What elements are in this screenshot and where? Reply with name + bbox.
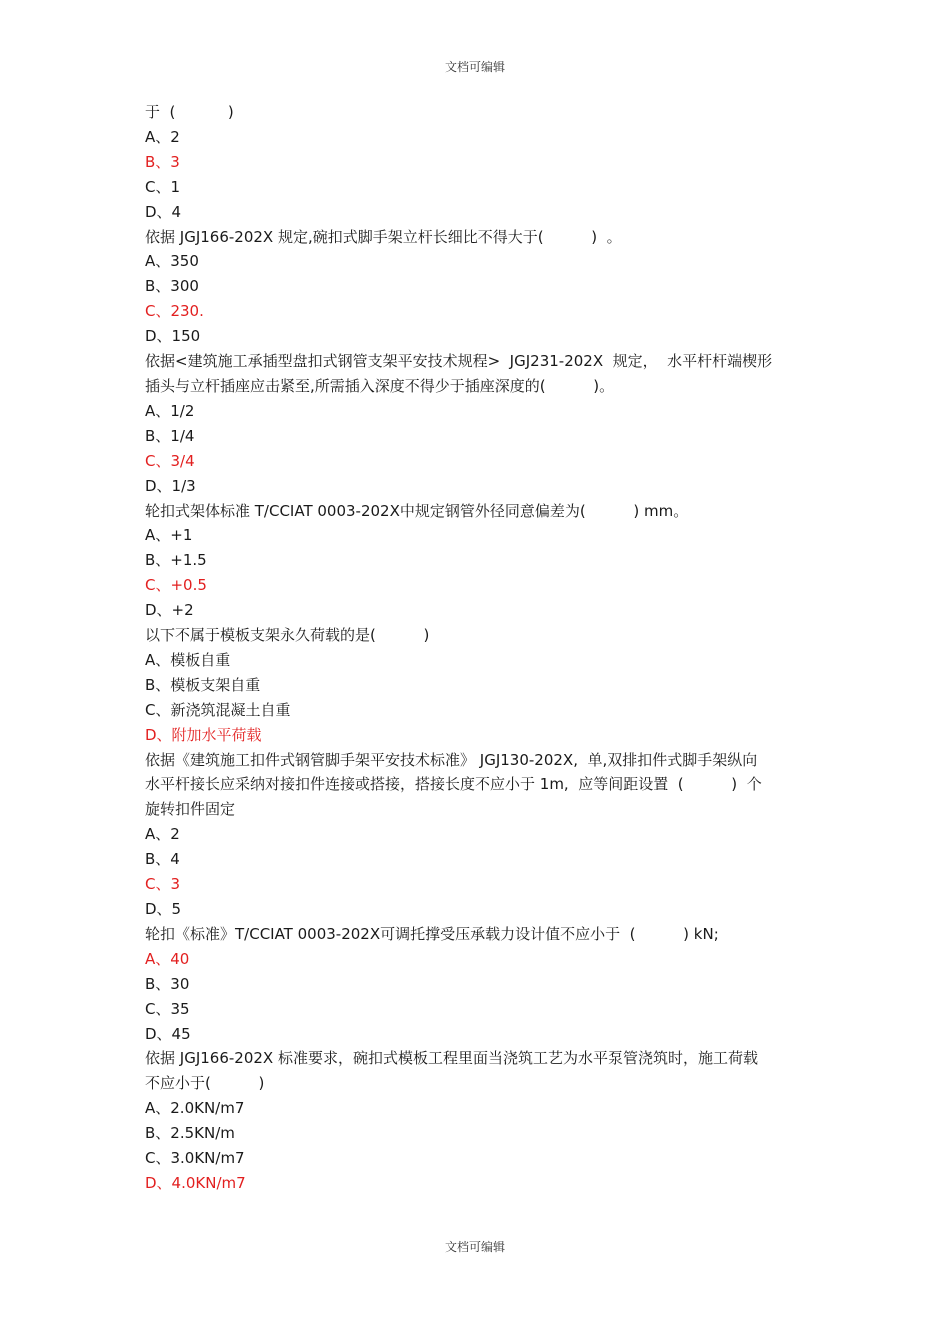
answer-option: B、1/4	[145, 426, 195, 445]
answer-option: B、300	[145, 277, 199, 296]
answer-option: A、2	[145, 825, 180, 844]
question-text-line: 水平杆接长应采纳对接扣件连接或搭接，搭接长度不应小于 1m, 应等间距设置 ( ) 个	[145, 775, 762, 794]
question-text-line: 不应小于( )	[145, 1074, 265, 1093]
answer-option: A、2	[145, 127, 180, 146]
question-list	[145, 100, 810, 1196]
question-text-line: 轮扣式架体标准 T/CCIAT 0003-202X中规定钢管外径同意偏差为( ) mm。	[145, 501, 689, 520]
answer-option: B、+1.5	[145, 551, 207, 570]
answer-option-correct: C、230.	[145, 302, 204, 321]
answer-option: A、2.0KN/m7	[145, 1099, 245, 1118]
answer-option: A、模板自重	[145, 650, 231, 669]
question-text-line: 轮扣《标准》T/CCIAT 0003-202X可调托撑受压承载力设计值不应小于 ( ) kN;	[145, 924, 719, 943]
question-text-line: 旋转扣件固定	[145, 800, 236, 819]
page-header: 文档可编辑	[444, 60, 505, 74]
answer-option: C、35	[145, 999, 190, 1018]
answer-option: A、+1	[145, 526, 193, 545]
answer-option-correct: D、附加水平荷载	[145, 725, 262, 744]
answer-option: A、1/2	[145, 401, 195, 420]
answer-option: D、1/3	[145, 476, 196, 495]
answer-option: D、45	[145, 1024, 191, 1043]
question-text-line: 依据 JGJ166-202X 标准要求，碗扣式模板工程里面当浇筑工艺为水平泵管浇筑时，施工荷载	[145, 1049, 758, 1068]
answer-option: C、1	[145, 177, 181, 196]
answer-option: A、350	[145, 252, 199, 271]
question-text-line: 插头与立杆插座应击紧至,所需插入深度不得少于插座深度的( )。	[145, 376, 615, 395]
answer-option: B、模板支架自重	[145, 675, 261, 694]
question-text-line: 依据 JGJ166-202X 规定,碗扣式脚手架立杆长细比不得大于( ) 。	[145, 227, 622, 246]
question-text-line: 以下不属于模板支架永久荷载的是( )	[145, 626, 430, 645]
answer-option-correct: A、40	[145, 949, 190, 968]
answer-option-correct: D、4.0KN/m7	[145, 1173, 246, 1192]
answer-option: B、2.5KN/m	[145, 1124, 235, 1143]
answer-option: D、+2	[145, 601, 194, 620]
answer-option-correct: C、3	[145, 875, 181, 894]
question-text-line: 依据<建筑施工承插型盘扣式钢管支架平安技术规程> JGJ231-202X 规定， 水平杆杆端楔形	[145, 352, 773, 371]
question-text-line: 依据《建筑施工扣件式钢管脚手架平安技术标准》 JGJ130-202X, 单,双排扣件式脚手架纵向	[145, 750, 758, 769]
answer-option-correct: C、3/4	[145, 451, 195, 470]
answer-option: C、3.0KN/m7	[145, 1149, 245, 1168]
answer-option: D、150	[145, 327, 201, 346]
answer-option: B、30	[145, 974, 190, 993]
answer-option: D、4	[145, 202, 182, 221]
question-text-line: 于 ( )	[145, 103, 234, 121]
page-footer: 文档可编辑	[444, 1240, 505, 1254]
answer-option-correct: C、+0.5	[145, 576, 207, 595]
answer-option: C、新浇筑混凝土自重	[145, 700, 291, 719]
answer-option: B、4	[145, 850, 180, 869]
answer-option: D、5	[145, 900, 182, 918]
answer-option-correct: B、3	[145, 152, 180, 171]
